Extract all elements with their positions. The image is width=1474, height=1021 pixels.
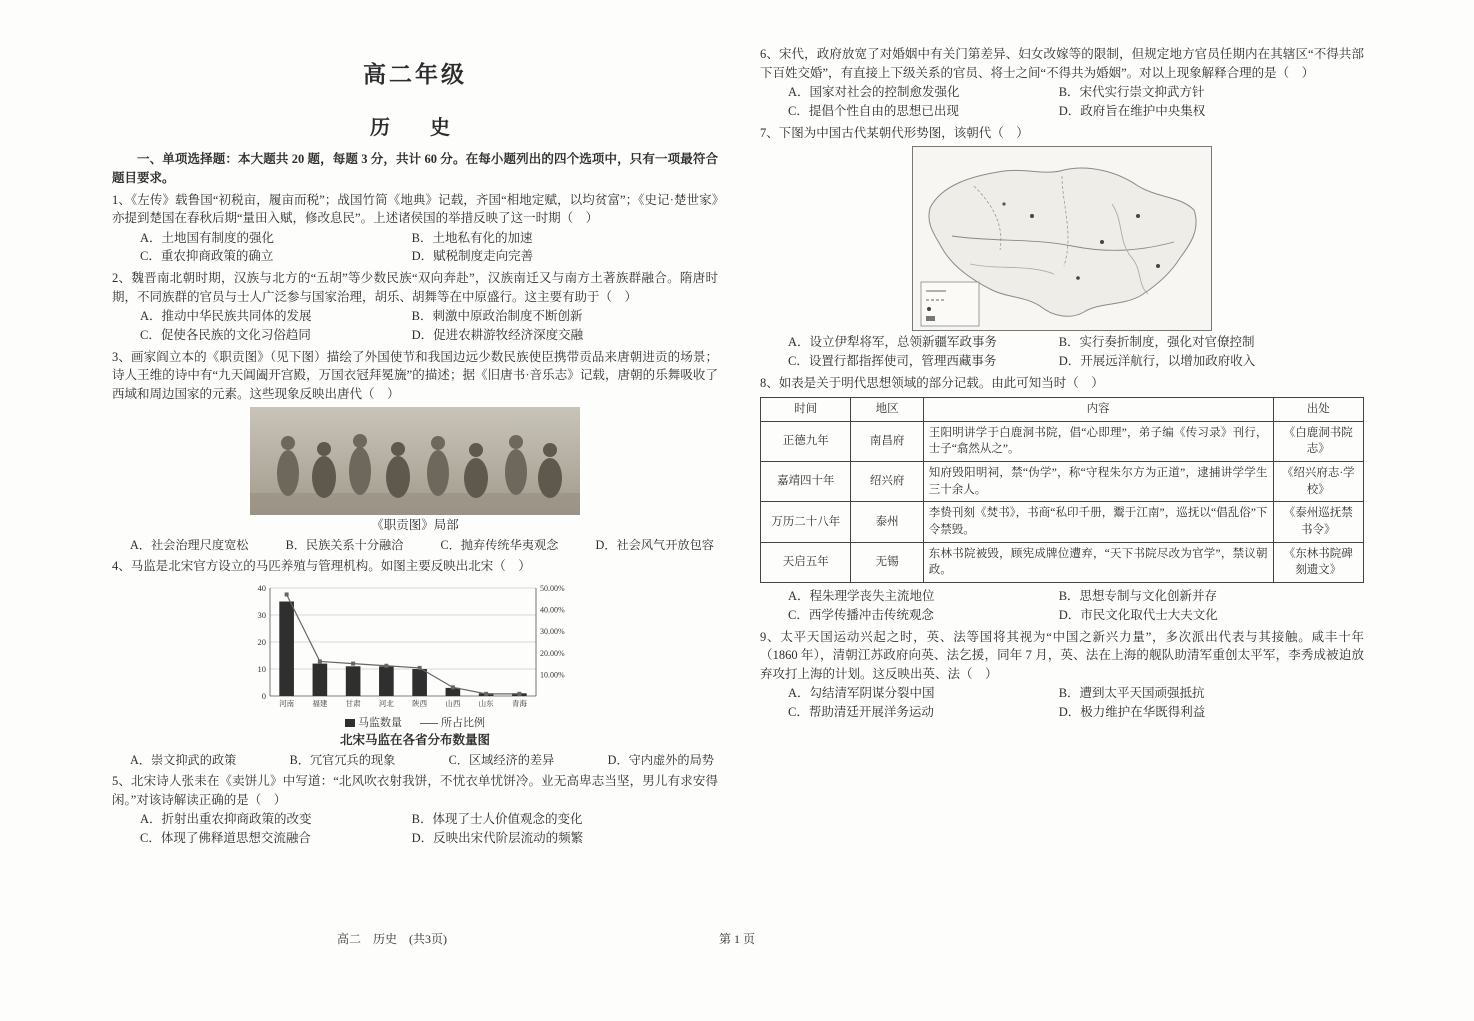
table-header: 地区 bbox=[851, 398, 923, 422]
svg-text:福建: 福建 bbox=[312, 698, 328, 708]
dynasty-map-figure bbox=[760, 146, 1364, 331]
table-cell: 天启五年 bbox=[761, 542, 851, 582]
question-2-option-C: C．促使各民族的文化习俗趋同 bbox=[140, 327, 311, 342]
right-column bbox=[760, 44, 1364, 725]
grade-title: 高二年级 bbox=[363, 62, 467, 87]
question-4-option-C: C．区域经济的差异 bbox=[448, 752, 555, 767]
svg-text:10.00%: 10.00% bbox=[540, 670, 565, 680]
question-2 bbox=[112, 269, 718, 345]
table-cell: 《绍兴府志·学校》 bbox=[1273, 462, 1363, 502]
question-2-stem: 2、魏晋南北朝时期，汉族与北方的“五胡”等少数民族“双向奔赴”，汉族南迁又与南方土著族群融合。隋唐时期，不同族群的官员与士人广泛参与国家治理，胡乐、胡舞等在中原盛行。这主要有助于（ ） bbox=[112, 271, 718, 304]
subject-title: 历 史 bbox=[370, 117, 460, 139]
question-9 bbox=[760, 628, 1364, 722]
question-7 bbox=[760, 124, 1364, 371]
question-5-stem: 5、北宋诗人张耒在《卖饼儿》中写道：“北风吹衣射我饼，不忧衣单忧饼冷。业无高卑志当坚，男儿有求安得闲。”对该诗解读正确的是（ ） bbox=[112, 774, 718, 807]
svg-text:陕西: 陕西 bbox=[412, 698, 428, 708]
svg-text:30: 30 bbox=[257, 609, 266, 620]
table-row bbox=[761, 462, 1364, 502]
svg-text:30.00%: 30.00% bbox=[540, 626, 565, 636]
svg-text:0: 0 bbox=[261, 690, 266, 701]
line-swatch-icon bbox=[420, 723, 438, 724]
zhigongtu-painting-figure bbox=[112, 407, 718, 515]
question-6-options bbox=[760, 83, 1364, 121]
question-3 bbox=[112, 348, 718, 555]
question-6-stem: 6、宋代，政府放宽了对婚姻中有关门第差异、妇女改嫁等的限制，但规定地方官员任期内在其辖区“不得共部下百姓交婚”，有直接上下级关系的官员、将士之间“不得共为婚姻”。对以上现象解释合理的是（ ） bbox=[760, 47, 1364, 80]
table-header: 出处 bbox=[1273, 398, 1363, 422]
table-cell: 绍兴府 bbox=[851, 462, 923, 502]
question-6-option-B: B．宋代实行崇文抑武方针 bbox=[1058, 85, 1205, 99]
bar-swatch-icon bbox=[345, 719, 355, 727]
svg-text:山西: 山西 bbox=[445, 698, 461, 708]
question-3-option-D: D．社会风气开放包容 bbox=[595, 537, 714, 552]
question-3-option-C: C．抛弃传统华夷观念 bbox=[440, 537, 559, 552]
question-1-option-D: D．赋税制度走向完善 bbox=[411, 249, 534, 264]
question-8-option-D: D．市民文化取代士大夫文化 bbox=[1058, 607, 1218, 622]
question-4-option-A: A．崇文抑武的政策 bbox=[130, 752, 237, 767]
horse-distribution-chart bbox=[240, 580, 590, 714]
table-row bbox=[761, 502, 1364, 542]
question-9-option-C: C．帮助清廷开展洋务运动 bbox=[788, 704, 934, 719]
question-1-stem: 1、《左传》载鲁国“初税亩，履亩而税”；战国竹简《地典》记载，齐国“相地定赋，以均贫富”；《史记·楚世家》亦提到楚国在春秋后期“量田入赋，修改息民”。上述诸侯国的举措反映了这一时期（ ） bbox=[112, 192, 718, 225]
question-8-stem: 8、如表是关于明代思想领域的部分记载。由此可知当时（ ） bbox=[760, 375, 1104, 390]
question-9-option-B: B．遭到太平天国顽强抵抗 bbox=[1058, 686, 1205, 701]
question-8-option-C: C．西学传播冲击传统观念 bbox=[788, 607, 934, 622]
table-cell: 南昌府 bbox=[851, 421, 923, 461]
question-1-options bbox=[112, 229, 718, 267]
question-7-options bbox=[760, 333, 1364, 371]
dynasty-situation-map-image bbox=[912, 146, 1212, 331]
question-6-option-A: A．国家对社会的控制愈发强化 bbox=[788, 85, 960, 99]
question-9-options bbox=[760, 684, 1364, 722]
question-8-option-A: A．程朱理学丧失主流地位 bbox=[788, 589, 935, 604]
table-cell: 王阳明讲学于白鹿洞书院，倡“心即理”，弟子编《传习录》刊行，士子“翕然从之”。 bbox=[923, 421, 1273, 461]
question-9-option-A: A．勾结清军阴谋分裂中国 bbox=[788, 686, 935, 701]
horse-chart-figure bbox=[112, 580, 718, 714]
question-6 bbox=[760, 45, 1364, 121]
svg-text:20.00%: 20.00% bbox=[540, 648, 565, 658]
left-questions-container bbox=[112, 191, 718, 848]
svg-text:山东: 山东 bbox=[478, 698, 494, 708]
question-5-option-B: B．体现了士人价值观念的变化 bbox=[411, 812, 583, 827]
left-column bbox=[112, 44, 718, 851]
question-1-option-A: A．土地国有制度的强化 bbox=[140, 230, 275, 245]
svg-text:20: 20 bbox=[257, 636, 266, 647]
question-8-options bbox=[760, 587, 1364, 625]
svg-text:青海: 青海 bbox=[511, 698, 527, 708]
question-4-options bbox=[112, 751, 718, 769]
table-cell: 正德九年 bbox=[761, 421, 851, 461]
question-7-option-C: C．设置行都指挥使司，管理西藏事务 bbox=[788, 353, 997, 368]
table-header-row bbox=[761, 398, 1364, 422]
question-7-option-A: A．设立伊犁将军，总领新疆军政事务 bbox=[788, 335, 998, 349]
table-row bbox=[761, 542, 1364, 582]
question-6-option-C: C．提倡个性自由的思想已出现 bbox=[788, 103, 959, 118]
table-header: 时间 bbox=[761, 398, 851, 422]
question-3-option-B: B．民族关系十分融洽 bbox=[285, 537, 404, 552]
question-3-option-A: A．社会治理尺度宽松 bbox=[130, 537, 249, 552]
question-5-option-A: A．折射出重农抑商政策的改变 bbox=[140, 812, 312, 827]
zhigongtu-painting-image bbox=[250, 407, 580, 515]
question-4-stem: 4、马监是北宋官方设立的马匹养殖与管理机构。如图主要反映出北宋（ ） bbox=[112, 559, 531, 574]
table-cell: 嘉靖四十年 bbox=[761, 462, 851, 502]
question-5-option-D: D．反映出宋代阶层流动的频繁 bbox=[411, 830, 584, 845]
table-cell: 《白鹿洞书院志》 bbox=[1273, 421, 1363, 461]
svg-text:甘肃: 甘肃 bbox=[345, 698, 361, 708]
svg-text:50.00%: 50.00% bbox=[540, 583, 565, 593]
question-7-option-D: D．开展远洋航行，以增加政府收入 bbox=[1058, 353, 1256, 368]
legend-bar-series: 马监数量 bbox=[345, 717, 402, 729]
question-3-stem: 3、画家阎立本的《职贡图》（见下图）描绘了外国使节和我国边远少数民族使臣携带贡品来唐朝进贡的场景；诗人王维的诗中有“九天阊阖开宫殿，万国衣冠拜冕旒”的描述；据《旧唐书·音乐志》记载，唐朝的乐舞吸收了西域和周边国家的元素。这些现象反映出唐代（ ） bbox=[112, 349, 718, 401]
question-7-stem: 7、下图为中国古代某朝代形势图，该朝代（ ） bbox=[760, 125, 1029, 140]
question-7-option-B: B．实行奏折制度，强化对官僚控制 bbox=[1058, 335, 1255, 349]
question-5-option-C: C．体现了佛释道思想交流融合 bbox=[140, 830, 311, 845]
question-1 bbox=[112, 191, 718, 267]
svg-text:河北: 河北 bbox=[378, 698, 394, 708]
question-2-options bbox=[112, 307, 718, 345]
table-row bbox=[761, 421, 1364, 461]
svg-text:40: 40 bbox=[257, 582, 266, 593]
ming-thought-table bbox=[760, 397, 1364, 583]
question-4 bbox=[112, 557, 718, 769]
table-cell: 《东林书院碑刻遗文》 bbox=[1273, 542, 1363, 582]
svg-text:40.00%: 40.00% bbox=[540, 605, 565, 615]
svg-text:河南: 河南 bbox=[279, 698, 295, 708]
table-cell: 知府毁阳明祠，禁“伪学”，称“守程朱尔方为正道”，逮捕讲学学生三十余人。 bbox=[923, 462, 1273, 502]
table-cell: 东林书院被毁，顾宪成牌位遭弃，“天下书院尽改为官学”，禁议朝政。 bbox=[923, 542, 1273, 582]
question-3-options bbox=[112, 536, 718, 554]
table-header: 内容 bbox=[923, 398, 1273, 422]
question-5-options bbox=[112, 810, 718, 848]
question-2-option-B: B．刺激中原政治制度不断创新 bbox=[411, 309, 583, 323]
table-cell: 泰州 bbox=[851, 502, 923, 542]
question-6-option-D: D．政府旨在维护中央集权 bbox=[1058, 103, 1206, 118]
question-4-option-D: D．守内虚外的局势 bbox=[607, 752, 714, 767]
question-2-option-D: D．促进农耕游牧经济深度交融 bbox=[411, 327, 584, 342]
footer-right: 第 1 页 bbox=[718, 932, 755, 946]
right-questions-container bbox=[760, 45, 1364, 722]
table-cell: 李贽刊刻《焚书》，书商“私印千册，鬻于江南”，巡抚以“倡乱俗”下令禁毁。 bbox=[923, 502, 1273, 542]
question-2-option-A: A．推动中华民族共同体的发展 bbox=[140, 309, 312, 323]
question-1-option-B: B．土地私有化的加速 bbox=[411, 230, 533, 245]
table-cell: 万历二十八年 bbox=[761, 502, 851, 542]
question-9-option-D: D．极力维护在华既得利益 bbox=[1058, 704, 1206, 719]
question-4-option-B: B．冗官冗兵的现象 bbox=[289, 752, 396, 767]
section-instructions: 一、单项选择题：本大题共 20 题，每题 3 分，共计 60 分。在每小题列出的四个选项中，只有一项最符合题目要求。 bbox=[112, 152, 718, 185]
table-cell: 《泰州巡抚禁书令》 bbox=[1273, 502, 1363, 542]
question-1-option-C: C．重农抑商政策的确立 bbox=[140, 249, 274, 264]
question-8-option-B: B．思想专制与文化创新并存 bbox=[1058, 589, 1218, 604]
table-cell: 无锡 bbox=[851, 542, 923, 582]
question-9-stem: 9、太平天国运动兴起之时，英、法等国将其视为“中国之新兴力量”，多次派出代表与其接触。咸丰十年（1860 年），清朝江苏政府向英、法乞援，同年 7 月，英、法在上海的舰队助清军重创太平军，李秀成被迫放弃攻打上海的计划。这反映出英、法（ ） bbox=[760, 629, 1364, 681]
legend-line-series: 所占比例 bbox=[420, 717, 485, 729]
question-5 bbox=[112, 772, 718, 848]
chart-legend bbox=[112, 716, 718, 730]
svg-text:10: 10 bbox=[257, 663, 266, 674]
question-8 bbox=[760, 374, 1364, 625]
painting-caption: 《职贡图》局部 bbox=[371, 518, 459, 532]
footer-left: 高二 历史 (共3页) bbox=[337, 932, 447, 946]
chart-title: 北宋马监在各省分布数量图 bbox=[339, 732, 490, 747]
